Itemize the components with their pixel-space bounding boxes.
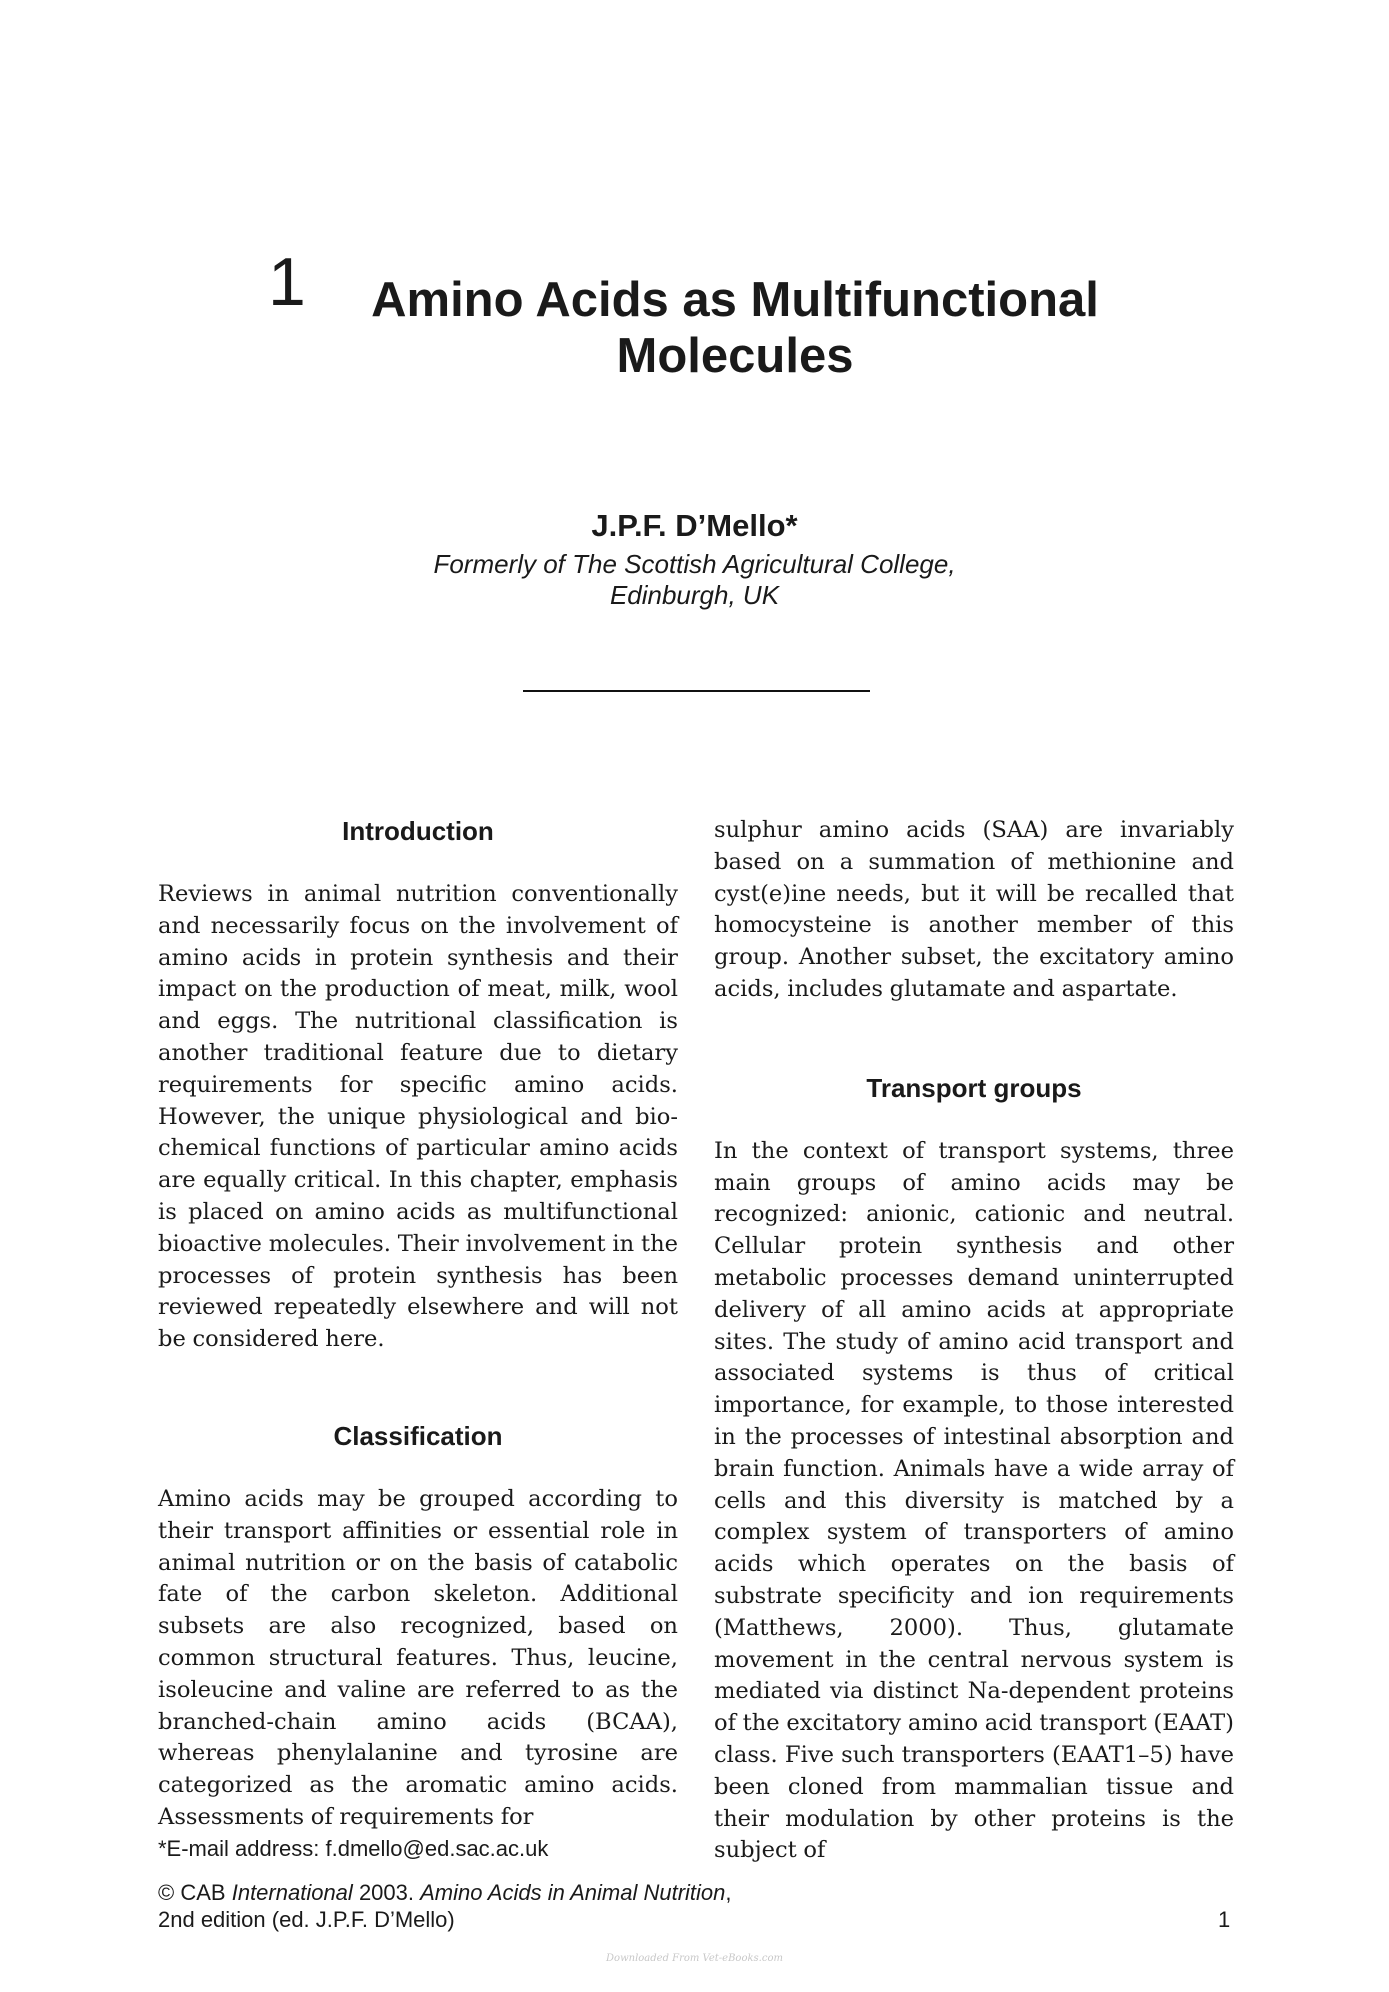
edition-line: 2nd edition (ed. J.P.F. D’Mello)	[158, 1907, 455, 1932]
chapter-number: 1	[268, 244, 306, 320]
introduction-heading: Introduction	[342, 816, 494, 846]
download-watermark: Downloaded From Vet-eBooks.com	[606, 1953, 783, 1964]
chapter-title: Amino Acids as Multifunctional Molecules	[371, 273, 1099, 383]
classification-heading: Classification	[333, 1420, 503, 1451]
book-title-comma: ,	[725, 1880, 732, 1905]
author-name: J.P.F. D’Mello*	[591, 508, 798, 543]
page-number: 1	[1218, 1907, 1231, 1932]
copyright-year: 2003.	[358, 1880, 414, 1905]
publisher-international: International	[231, 1880, 353, 1905]
author-affiliation-line1: Formerly of The Scottish Agricultural College,	[433, 549, 956, 579]
book-title: Amino Acids in Animal Nutrition	[420, 1880, 726, 1905]
copyright-line	[158, 1880, 732, 1906]
continuation-paragraph: sulphur amino acids (SAA) are invariably based on a summation of methionine and cyst(e)ine needs, but it will be recalled that homocysteine is another member of this group. Another subset, the excitatory amino acids, includes glutamate and aspartate.	[714, 817, 1234, 1002]
copyright-symbol: ©	[158, 1880, 175, 1905]
title-divider-rule	[523, 690, 870, 692]
introduction-paragraph: Reviews in animal nutrition conventionally and necessarily focus on the involvement of amino acids in protein synthesis and their impact on the production of meat, milk, wool and eggs. The nutritional classification is another traditional feature due to dietary requirements for specific amino acids. However, the unique physiological and biochemical functions of particular amino acids are equally critical. In this chapter, emphasis is placed on amino acids as multifunctional bioactive molecules. Their involvement in the processes of protein synthesis has been reviewed repeatedly elsewhere and will not be considered here.	[158, 881, 678, 1353]
classification-paragraph: Amino acids may be grouped according to their transport affinities or essential role in animal nutrition or on the basis of catabolic fate of the carbon skeleton. Additional subsets are also recognized, based on common structural features. Thus, leucine, isoleucine and valine are referred to as the branched-chain amino acids (BCAA), whereas phenylalanine and tyrosine are categorized as the aromatic amino acids. Assessments of requirements for	[158, 1485, 678, 1830]
author-affiliation-line2: Edinburgh, UK	[609, 580, 780, 610]
left-column	[158, 815, 678, 1834]
right-column	[714, 815, 1234, 1867]
footnote-email: *E-mail address: f.dmello@ed.sac.ac.uk	[158, 1836, 549, 1861]
transport-groups-heading: Transport groups	[866, 1072, 1082, 1103]
transport-groups-paragraph: In the context of transport systems, three main groups of amino acids may be recognized: anionic, cationic and neutral. Cellular protein synthesis and other metabolic processes demand uninterrupted delivery of all amino acids at appropriate sites. The study of amino acid transport and associated systems is thus of critical importance, for example, to those interested in the processes of intestinal absorption and brain function. Animals have a wide array of cells and this diversity is matched by a complex system of transporters of amino acids which operates on the basis of substrate specificity and ion requirements (Matthews, 2000). Thus, glutamate movement in the central nervous system is mediated via distinct Na-dependent proteins of the excitatory amino acid transport (EAAT) class. Five such transporters (EAAT1–5) have been cloned from mammalian tissue and their modulation by other proteins is the subject of	[714, 1137, 1234, 1864]
publisher-cab: CAB	[180, 1880, 226, 1905]
